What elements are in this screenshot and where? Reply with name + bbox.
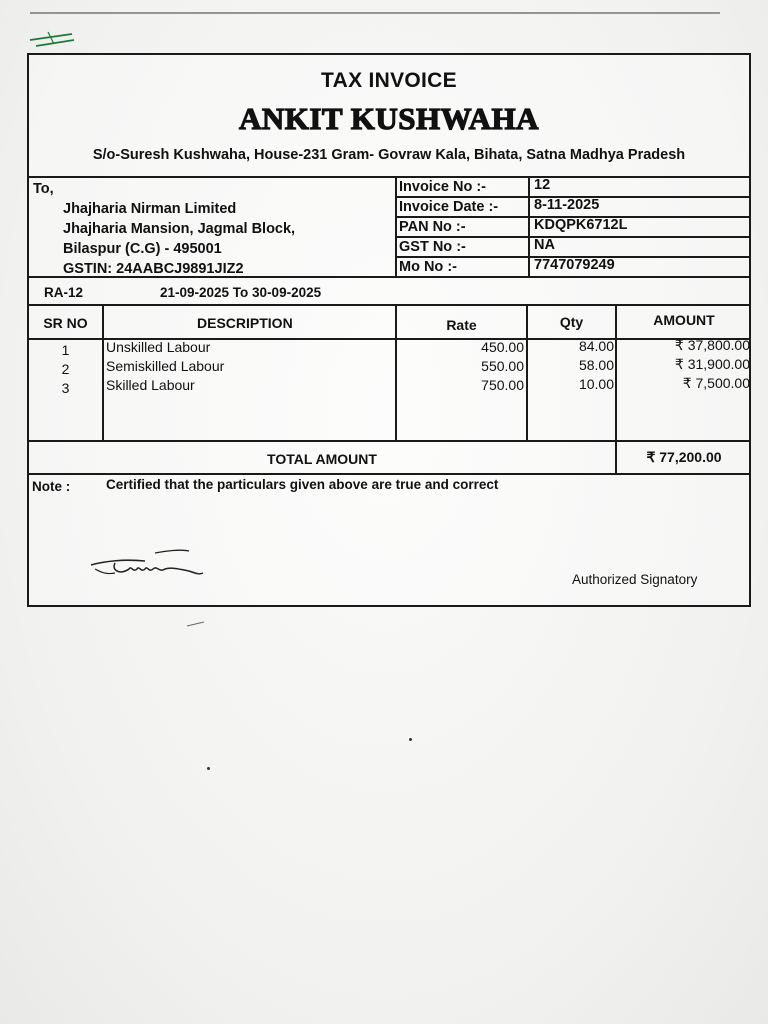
- recipient-address-line: Bilaspur (C.G) - 495001: [63, 241, 222, 257]
- invoice-no-value: 12: [534, 177, 551, 193]
- billing-period: 21-09-2025 To 30-09-2025: [160, 285, 322, 300]
- header-description: DESCRIPTION: [197, 315, 293, 331]
- row-rate: 750.00: [481, 377, 524, 393]
- gst-no-label: GST No :-: [399, 239, 466, 255]
- total-amount-value: ₹ 77,200.00: [646, 449, 722, 465]
- row-sr: 2: [61, 361, 70, 377]
- row-rate: 550.00: [481, 358, 524, 374]
- business-address: S/o-Suresh Kushwaha, House-231 Gram- Govraw Kala, Bihata, Satna Madhya Pradesh: [92, 147, 686, 163]
- stray-mark-icon: [186, 620, 206, 628]
- row-description: Semiskilled Labour: [106, 358, 225, 374]
- mobile-no-value: 7747079249: [534, 257, 615, 273]
- header-sr-no: SR NO: [43, 315, 88, 331]
- mobile-no-label: Mo No :-: [399, 259, 457, 275]
- row-qty: 58.00: [578, 357, 614, 373]
- business-name: ANKIT KUSHWAHA: [238, 101, 540, 136]
- divider: [395, 176, 397, 277]
- divider: [29, 473, 749, 475]
- row-qty: 84.00: [578, 338, 614, 354]
- row-description: Skilled Labour: [106, 377, 195, 393]
- recipient-name: Jhajharia Nirman Limited: [63, 201, 237, 217]
- total-amount-label: TOTAL AMOUNT: [267, 451, 377, 467]
- handwritten-signature-icon: [85, 543, 215, 583]
- header-amount: AMOUNT: [653, 312, 715, 328]
- note-text: Certified that the particulars given above are true and correct: [106, 477, 499, 492]
- paper-edge-shadow: [30, 12, 720, 14]
- row-amount: ₹ 7,500.00: [682, 375, 750, 391]
- invoice-title: TAX INVOICE: [321, 69, 457, 92]
- row-sr: 3: [61, 380, 70, 396]
- row-description: Unskilled Labour: [106, 339, 211, 355]
- divider: [395, 236, 751, 238]
- pen-mark-icon: [28, 28, 78, 48]
- note-label: Note :: [32, 479, 71, 494]
- authorized-signatory-label: Authorized Signatory: [572, 572, 698, 587]
- invoice-date-value: 8-11-2025: [534, 197, 600, 213]
- invoice-date-label: Invoice Date :-: [399, 199, 499, 215]
- header-rate: Rate: [446, 317, 477, 333]
- stray-dot: [207, 767, 210, 770]
- divider: [29, 440, 749, 442]
- row-amount: ₹ 31,900.00: [674, 356, 750, 372]
- row-amount: ₹ 37,800.00: [674, 337, 750, 353]
- divider: [29, 304, 749, 306]
- gst-no-value: NA: [534, 237, 555, 253]
- divider: [528, 176, 530, 277]
- recipient-label: To,: [33, 181, 54, 197]
- recipient-address-line: Jhajharia Mansion, Jagmal Block,: [63, 221, 296, 237]
- stray-dot: [409, 738, 412, 741]
- row-sr: 1: [61, 342, 70, 358]
- row-rate: 450.00: [481, 339, 524, 355]
- recipient-gstin: GSTIN: 24AABCJ9891JIZ2: [63, 261, 244, 277]
- divider: [29, 176, 749, 178]
- invoice-document: [27, 53, 751, 607]
- pan-no-label: PAN No :-: [399, 219, 466, 235]
- pan-no-value: KDQPK6712L: [534, 217, 628, 233]
- recipient-block: [33, 179, 295, 279]
- row-qty: 10.00: [578, 376, 614, 392]
- header-qty: Qty: [559, 314, 584, 330]
- invoice-no-label: Invoice No :-: [399, 179, 487, 195]
- ra-number: RA-12: [44, 285, 84, 300]
